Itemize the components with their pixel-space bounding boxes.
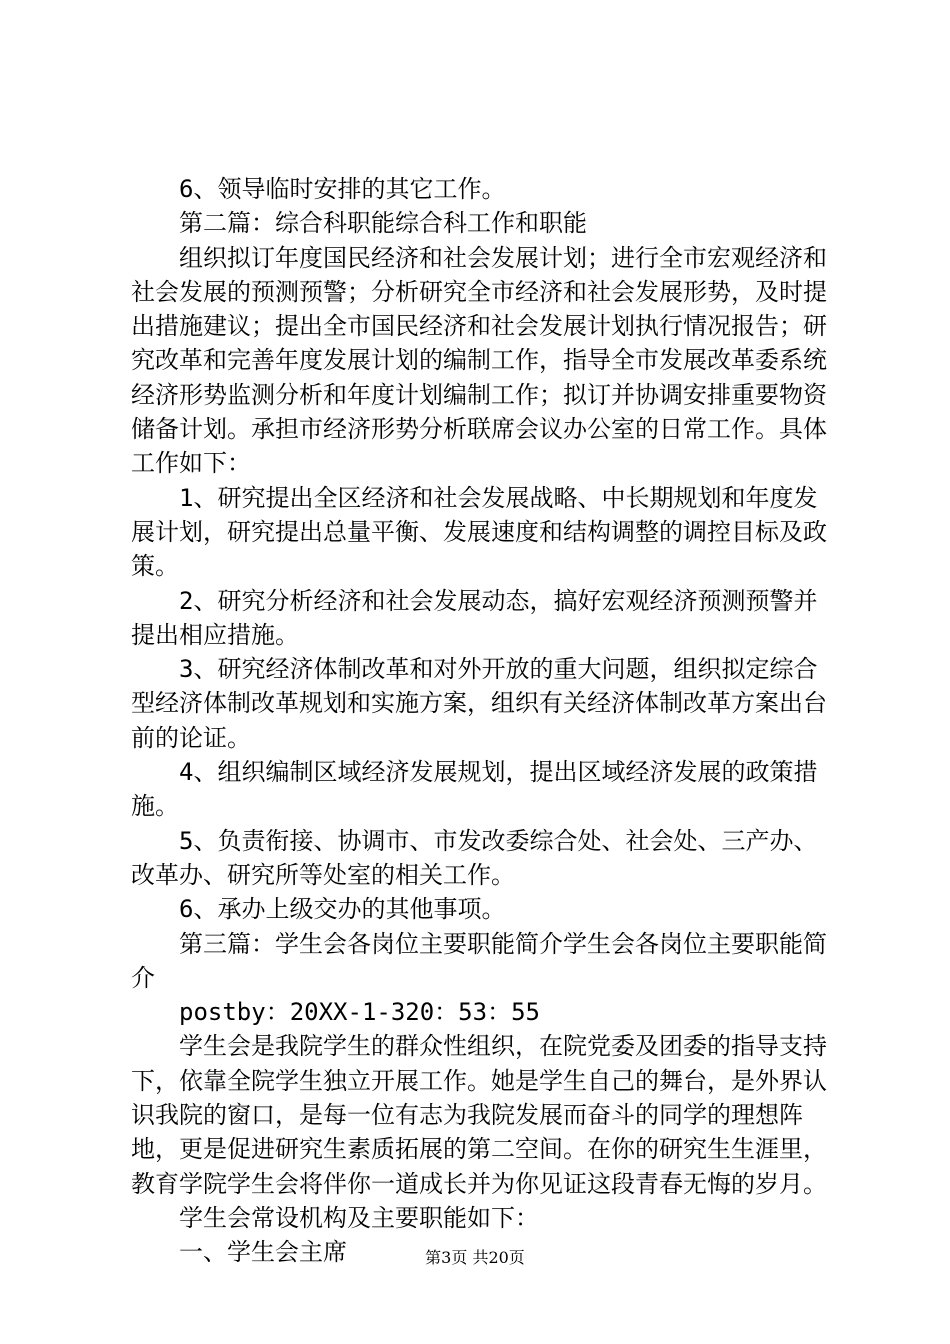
post-meta: postby：20XX-1-320：53：55 [179,998,540,1027]
list-item: 3、研究经济体制改革和对外开放的重大问题，组织拟定综合型经济体制改革规划和实施方案，组织有关经济体制改革方案出台前的论证。 [131,655,827,752]
page-footer: 第3页 共20页 [425,1248,525,1267]
section-heading: 第二篇：综合科职能综合科工作和职能 [179,209,587,238]
paragraph: 学生会常设机构及主要职能如下： [179,1203,539,1232]
list-item: 1、研究提出全区经济和社会发展战略、中长期规划和年度发展计划，研究提出总量平衡、发展速度和结构调整的调控目标及政策。 [131,483,827,581]
subheading: 一、学生会主席 [179,1238,347,1267]
paragraph: 学生会是我院学生的群众性组织，在院党委及团委的指导支持下，依靠全院学生独立开展工作。她是学生自己的舞台，是外界认识我院的窗口，是每一位有志为我院发展而奋斗的同学的理想阵地，更是促进研究生素质拓展的第二空间。在你的研究生生涯里，教育学院学生会将伴你一道成长并为你见证这段青春无悔的岁月。 [131,1032,827,1198]
list-item: 6、承办上级交办的其他事项。 [179,895,506,924]
paragraph: 组织拟订年度国民经济和社会发展计划；进行全市宏观经济和社会发展的预测预警；分析研究全市经济和社会发展形势，及时提出措施建议；提出全市国民经济和社会发展计划执行情况报告；研究改革和完善年度发展计划的编制工作，指导全市发展改革委系统经济形势监测分析和年度计划编制工作；拟订并协调安排重要物资储备计划。承担市经济形势分析联席会议办公室的日常工作。具体工作如下： [131,243,827,478]
document-body [131,172,831,1270]
list-item: 5、负责衔接、协调市、市发改委综合处、社会处、三产办、改革办、研究所等处室的相关工作。 [131,826,818,889]
list-item: 4、组织编制区域经济发展规划，提出区域经济发展的政策措施。 [131,758,818,821]
section-heading: 第三篇：学生会各岗位主要职能简介学生会各岗位主要职能简介 [131,929,827,992]
list-item: 2、研究分析经济和社会发展动态，搞好宏观经济预测预警并提出相应措施。 [131,586,818,649]
paragraph: 6、领导临时安排的其它工作。 [179,175,506,203]
